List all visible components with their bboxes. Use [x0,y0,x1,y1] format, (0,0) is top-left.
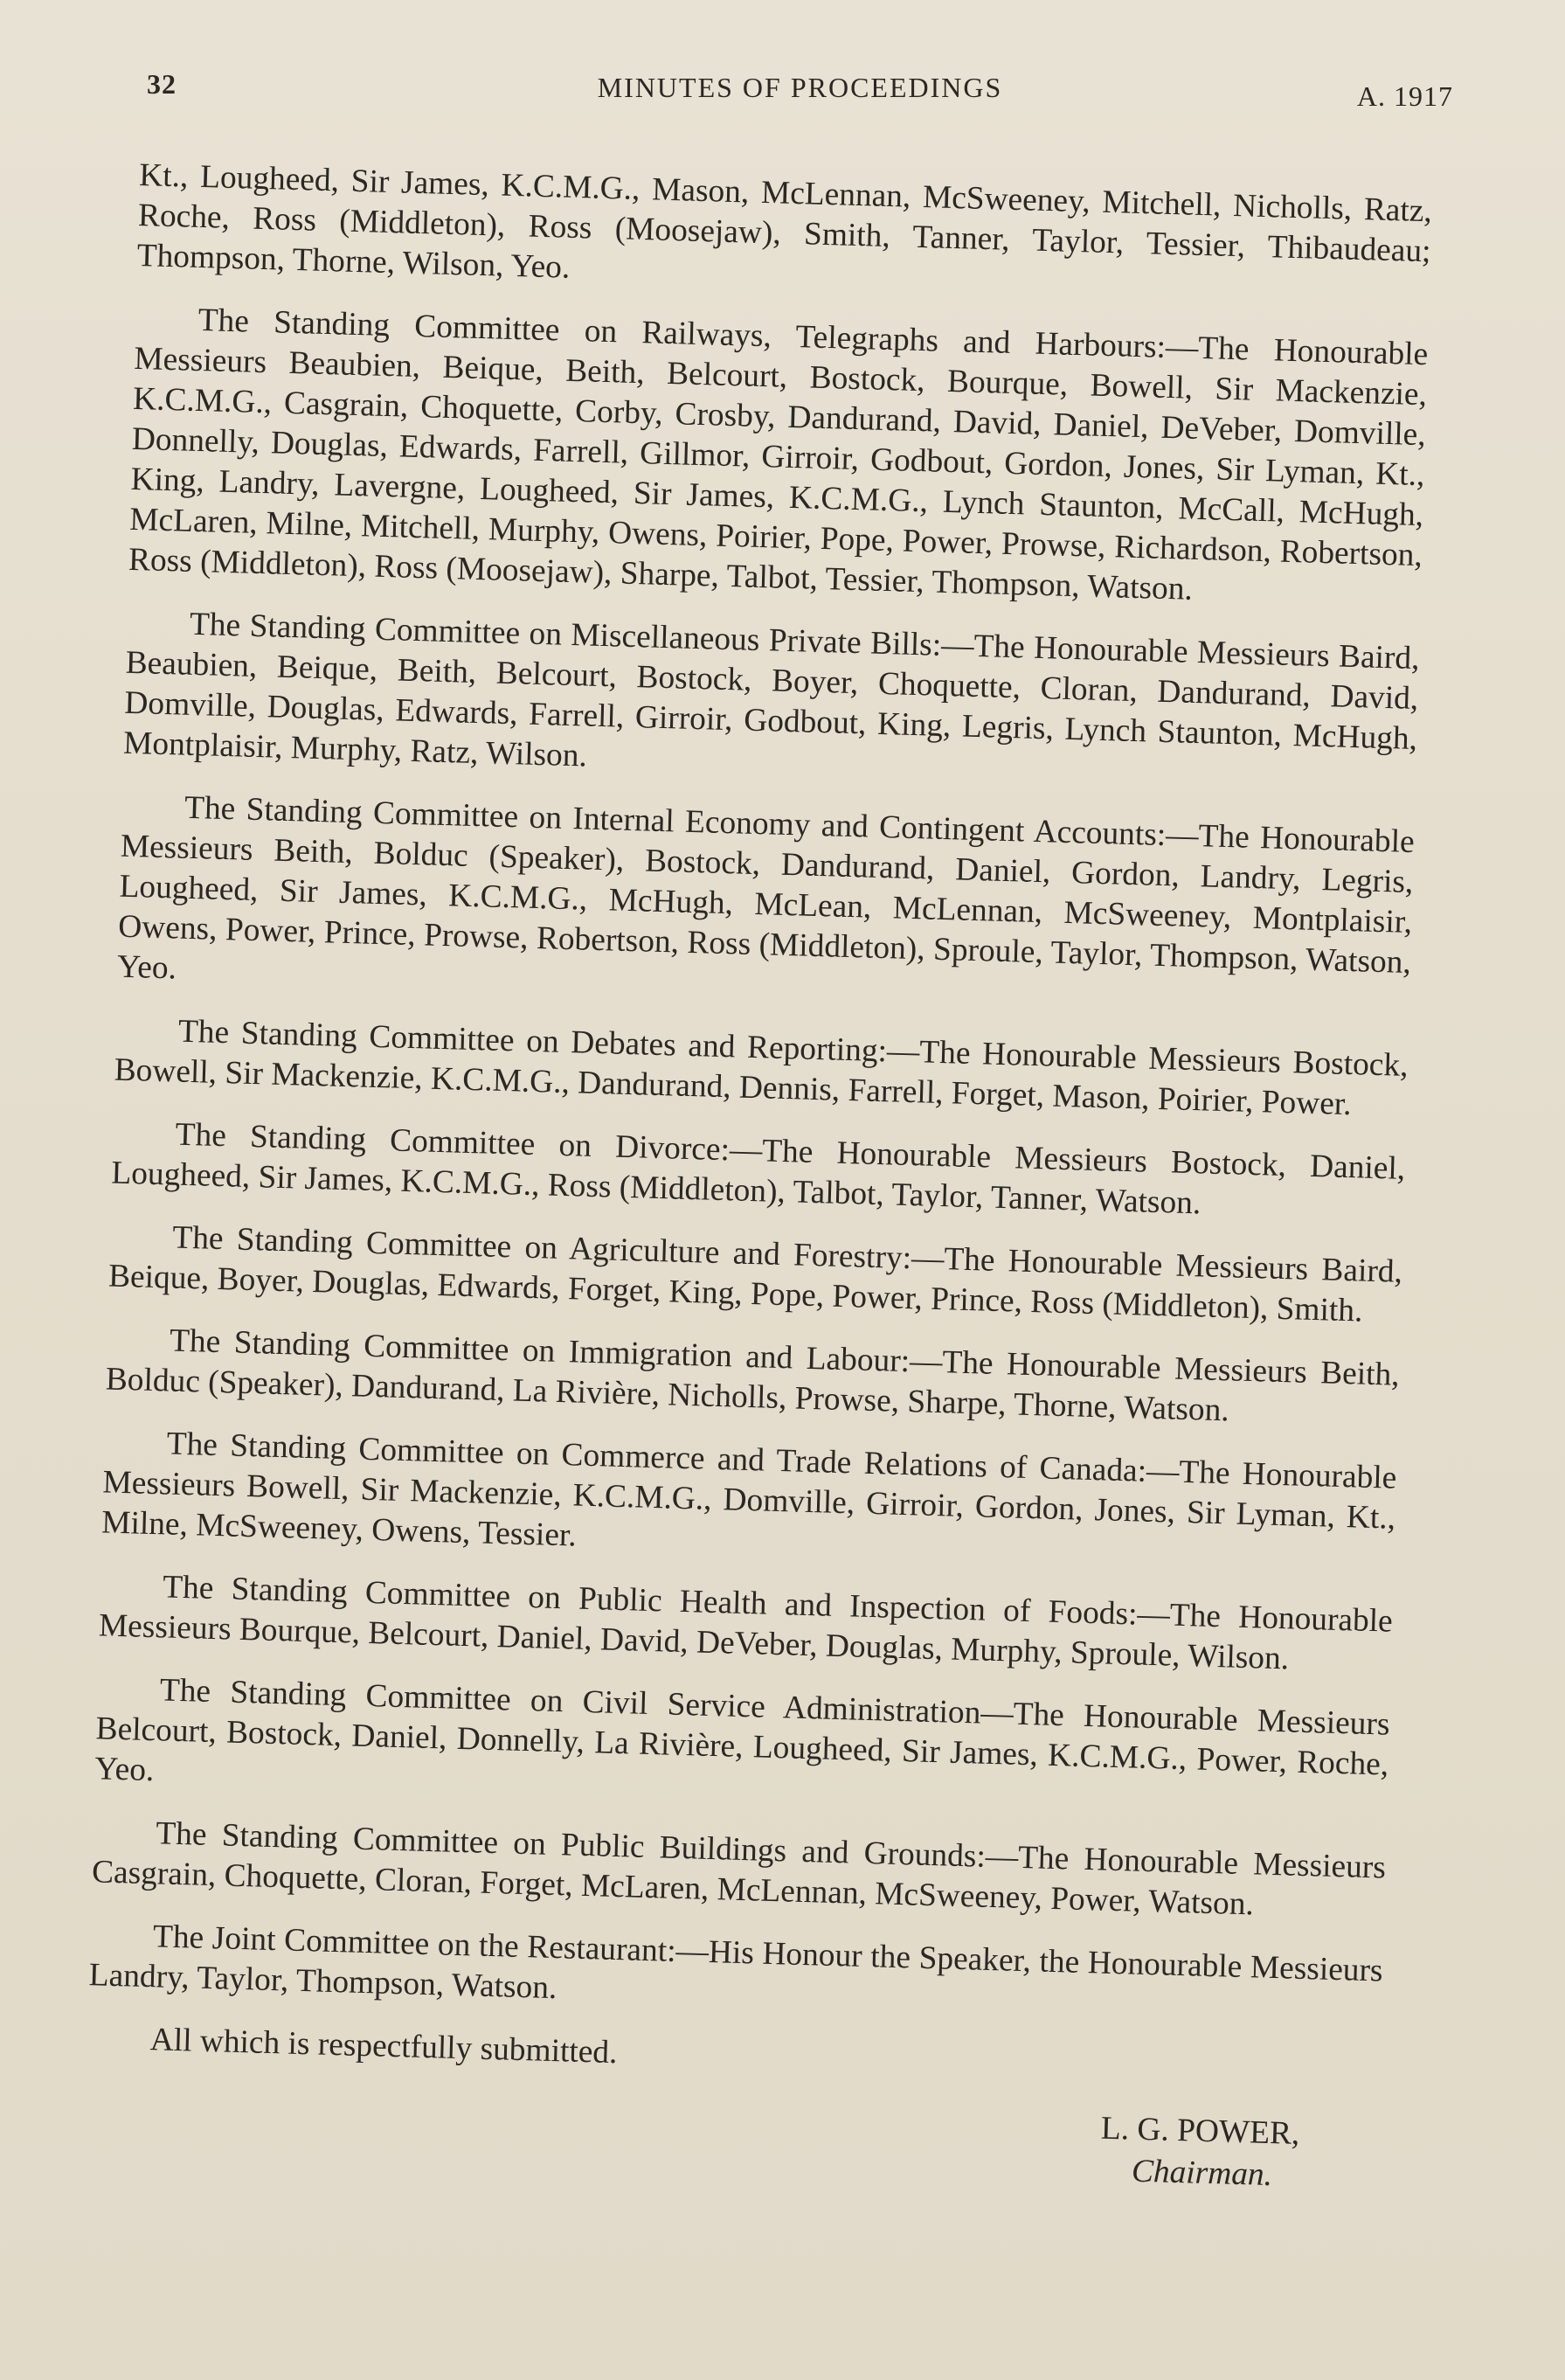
page-number: 32 [147,68,177,100]
continued-paragraph: Kt., Lougheed, Sir James, K.C.M.G., Mason, McLennan, McSweeney, Mitchell, Nicholls, Ratz, Roche, Ross (Middleton), Ross (Moosejaw), Smith, Tanner, Taylor, Tessier, Thibaudeau; Thompson, Thorne, Wilson, Yeo. [136,156,1433,286]
committee-railways-paragraph: The Standing Committee on Railways, Telegraphs and Harbours:—The Honourable Messieurs Beaubien, Beique, Beith, Belcourt, Bostock, Bourque, Bowell, Sir Mackenzie, K.C.M.G., Casgrain, Choquette, Corby, Crosby, Dandurand, David, Daniel, DeVeber, Domville, Donnelly, Douglas, Edwards, Farrell, Gillmor, Girroir, Godbout, Gordon, Jones, Sir Lyman, Kt., King, Landry, Lavergne, Lougheed, Sir James, K.C.M.G., Lynch Staunton, McCall, McHugh, McLaren, Milne, Mitchell, Murphy, Owens, Poirier, Pope, Power, Prowse, Richardson, Robertson, Ross (Middleton), Ross (Moosejaw), Sharpe, Talbot, Tessier, Thompson, Watson. [128,302,1429,607]
committee-debates-paragraph: The Standing Committee on Debates and Reporting:—The Honourable Messieurs Bostock, Bowell, Sir Mackenzie, K.C.M.G., Dandurand, Dennis, Farrell, Forget, Mason, Poirier, Power. [114,1013,1409,1123]
committee-public-health-paragraph: The Standing Committee on Public Health and Inspection of Foods:—The Honourable Messieurs Bourque, Belcourt, Daniel, David, DeVeber, Douglas, Murphy, Sproule, Wilson. [98,1569,1394,1677]
committee-immigration-paragraph: The Standing Committee on Immigration and Labour:—The Honourable Messieurs Beith, Bolduc (Speaker), Dandurand, La Rivière, Nicholls, Prowse, Sharpe, Thorne, Watson. [105,1322,1401,1429]
committee-restaurant-paragraph: The Joint Committee on the Restaurant:—His Honour the Speaker, the Honourable Messieurs Landry, Taylor, Thompson, Watson. [88,1919,1384,2007]
committee-internal-economy-paragraph: The Standing Committee on Internal Economy and Contingent Accounts:—The Honourable Messieurs Beith, Bolduc (Speaker), Bostock, Dandurand, Daniel, Gordon, Landry, Legris, Lougheed, Sir James, K.C.M.G., McHugh, McLean, McLennan, McSweeney, Montplaisir, Owens, Power, Prince, Prowse, Robertson, Ross (Middleton), Sproule, Taylor, Thompson, Watson, Yeo. [116,789,1416,987]
committee-private-bills-paragraph: The Standing Committee on Miscellaneous Private Bills:—The Honourable Messieurs Baird, Beaubien, Beique, Beith, Belcourt, Bostock, Boyer, Choquette, Cloran, Dandurand, David, Domville, Douglas, Edwards, Farrell, Girroir, Godbout, King, Legris, Lynch Staunton, McHugh, Montplaisir, Murphy, Ratz, Wilson. [122,606,1421,774]
committee-public-buildings-paragraph: The Standing Committee on Public Buildings and Grounds:—The Honourable Messieurs Casgrain, Choquette, Cloran, Forget, McLaren, McLennan, McSweeney, Power, Watson. [91,1815,1387,1923]
running-header [147,68,1453,121]
closing-statement: All which is respectfully submitted. [149,2022,618,2071]
signatory-role: Chairman. [1131,2153,1273,2194]
committee-commerce-paragraph: The Standing Committee on Commerce and Trade Relations of Canada:—The Honourable Messieurs Bowell, Sir Mackenzie, K.C.M.G., Domville, Girroir, Gordon, Jones, Sir Lyman, Kt., Milne, McSweeney, Owens, Tessier. [100,1426,1397,1554]
page-title: MINUTES OF PROCEEDINGS [597,72,1003,103]
committee-civil-service-paragraph: The Standing Committee on Civil Service Administration—The Honourable Messieurs Belcourt, Bostock, Daniel, Donnelly, La Rivière, Lougheed, Sir James, K.C.M.G., Power, Roche, Yeo. [93,1672,1391,1789]
document-body [84,156,1433,2199]
session-label: A. 1917 [1356,80,1453,112]
committee-divorce-paragraph: The Standing Committee on Divorce:—The Honourable Messieurs Bostock, Daniel, Lougheed, Sir James, K.C.M.G., Ross (Middleton), Talbot, Taylor, Tanner, Watson. [110,1116,1406,1222]
committee-agriculture-paragraph: The Standing Committee on Agriculture and Forestry:—The Honourable Messieurs Baird, Beique, Boyer, Douglas, Edwards, Forget, King, Pope, Power, Prince, Ross (Middleton), Smith. [107,1219,1403,1329]
signatory-name: L. G. POWER, [1100,2110,1300,2152]
signature-block [84,2079,1379,2199]
